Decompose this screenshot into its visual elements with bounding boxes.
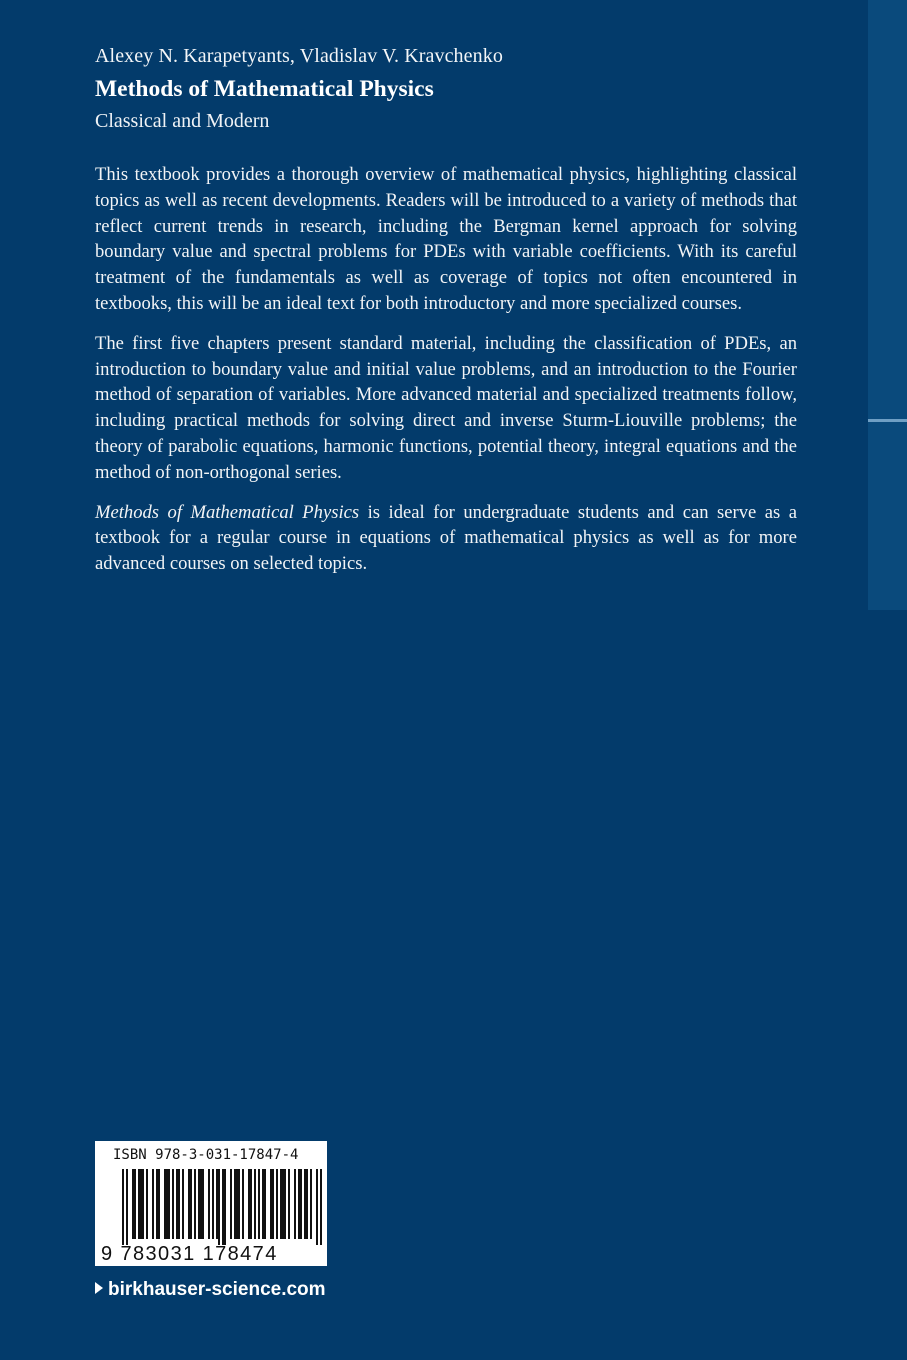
barcode-bar — [254, 1169, 256, 1239]
book-title: Methods of Mathematical Physics — [95, 76, 434, 102]
publisher-website[interactable] — [95, 1279, 326, 1301]
barcode-bar — [222, 1169, 224, 1245]
barcode-bar — [134, 1169, 136, 1239]
barcode-bar — [194, 1169, 196, 1239]
barcode-bar — [258, 1169, 260, 1239]
barcode-bar — [300, 1169, 302, 1239]
barcode-bar — [164, 1169, 166, 1239]
book-description — [95, 162, 797, 591]
barcode-bar — [282, 1169, 284, 1239]
barcode-bar — [122, 1169, 124, 1245]
barcode-bar — [320, 1169, 322, 1245]
barcode-bar — [146, 1169, 148, 1239]
barcode-bar — [176, 1169, 178, 1239]
barcode-bar — [224, 1169, 226, 1245]
barcode-bar — [248, 1169, 250, 1239]
italic-book-title: Methods of Mathematical Physics — [95, 501, 360, 523]
barcode-bar — [216, 1169, 218, 1239]
barcode-bar — [234, 1169, 236, 1239]
barcode-bar — [208, 1169, 210, 1239]
barcode-bar — [316, 1169, 318, 1245]
barcode-bar — [202, 1169, 204, 1239]
book-authors: Alexey N. Karapetyants, Vladislav V. Kravchenko — [95, 45, 503, 67]
barcode-bar — [132, 1169, 134, 1239]
book-subtitle: Classical and Modern — [95, 110, 270, 132]
barcode-bar — [158, 1169, 160, 1239]
barcode-bar — [190, 1169, 192, 1239]
description-paragraph-2: The first five chapters present standard material, including the classification of PDEs, an introduction to boundary value and initial value problems, and an introduction to the Fourier method of separation of variables. More advanced material and specialized treatments follow, including practical methods for solving direct and inverse Sturm-Liouville problems; the theory of parabolic equations, harmonic functions, potential theory, integral equations and the method of non-orthogonal series. — [95, 332, 797, 483]
barcode-bar — [262, 1169, 264, 1239]
barcode-bar — [250, 1169, 252, 1239]
barcode-bar — [276, 1169, 278, 1239]
publisher-website-text: birkhauser-science.com — [108, 1279, 326, 1300]
barcode-bar — [198, 1169, 200, 1239]
description-paragraph-3 — [95, 500, 797, 577]
barcode-bar — [298, 1169, 300, 1239]
barcode-bar — [294, 1169, 296, 1239]
barcode-bar — [218, 1169, 220, 1245]
barcode-bar — [230, 1169, 232, 1239]
isbn-label: ISBN 978-3-031-17847-4 — [113, 1147, 299, 1163]
description-paragraph-1: This textbook provides a thorough overview of mathematical physics, highlighting classical topics as well as recent developments. Readers will be introduced to a variety of methods that reflect current trends in research, including the Bergman kernel approach for solving boundary value and spectral problems for PDEs with variable coefficients. With its careful treatment of the fundamentals as well as coverage of topics not often encountered in textbooks, this will be an ideal text for both introductory and more specialized courses. — [95, 164, 797, 314]
barcode-bar — [212, 1169, 214, 1239]
barcode-bar — [242, 1169, 244, 1239]
barcode-bar — [288, 1169, 290, 1239]
description-paragraph-3-text: is ideal for undergraduate students and can serve as a textbook for a regular course in equations of mathematical physics as well as for more advanced courses on selected topics. — [95, 501, 798, 575]
triangle-right-icon — [95, 1282, 103, 1294]
barcode-digits: 9 783031 178474 — [101, 1243, 278, 1265]
barcode-bar — [126, 1169, 128, 1245]
barcode-bar — [264, 1169, 266, 1239]
barcode-bar — [236, 1169, 238, 1239]
barcode-bar — [238, 1169, 240, 1239]
barcode-bar — [178, 1169, 180, 1239]
barcode-bar — [270, 1169, 272, 1239]
barcode-bar — [272, 1169, 274, 1239]
barcode-bar — [188, 1169, 190, 1239]
barcode-bar — [306, 1169, 308, 1239]
barcode-bar — [138, 1169, 140, 1239]
barcode-bar — [182, 1169, 184, 1239]
barcode-bar — [168, 1169, 170, 1239]
spine-edge-divider — [868, 419, 907, 422]
barcode-bar — [280, 1169, 282, 1239]
barcode-bar — [140, 1169, 142, 1239]
barcode-bar — [172, 1169, 174, 1239]
barcode-bar — [310, 1169, 312, 1239]
barcode-bar — [200, 1169, 202, 1239]
isbn-barcode — [95, 1141, 327, 1266]
barcode-bar — [304, 1169, 306, 1239]
spine-edge-band — [868, 0, 907, 610]
barcode-bar — [166, 1169, 168, 1239]
barcode-bar — [156, 1169, 158, 1239]
barcode-bar — [152, 1169, 154, 1239]
barcode-bar — [284, 1169, 286, 1239]
barcode-bar — [142, 1169, 144, 1239]
